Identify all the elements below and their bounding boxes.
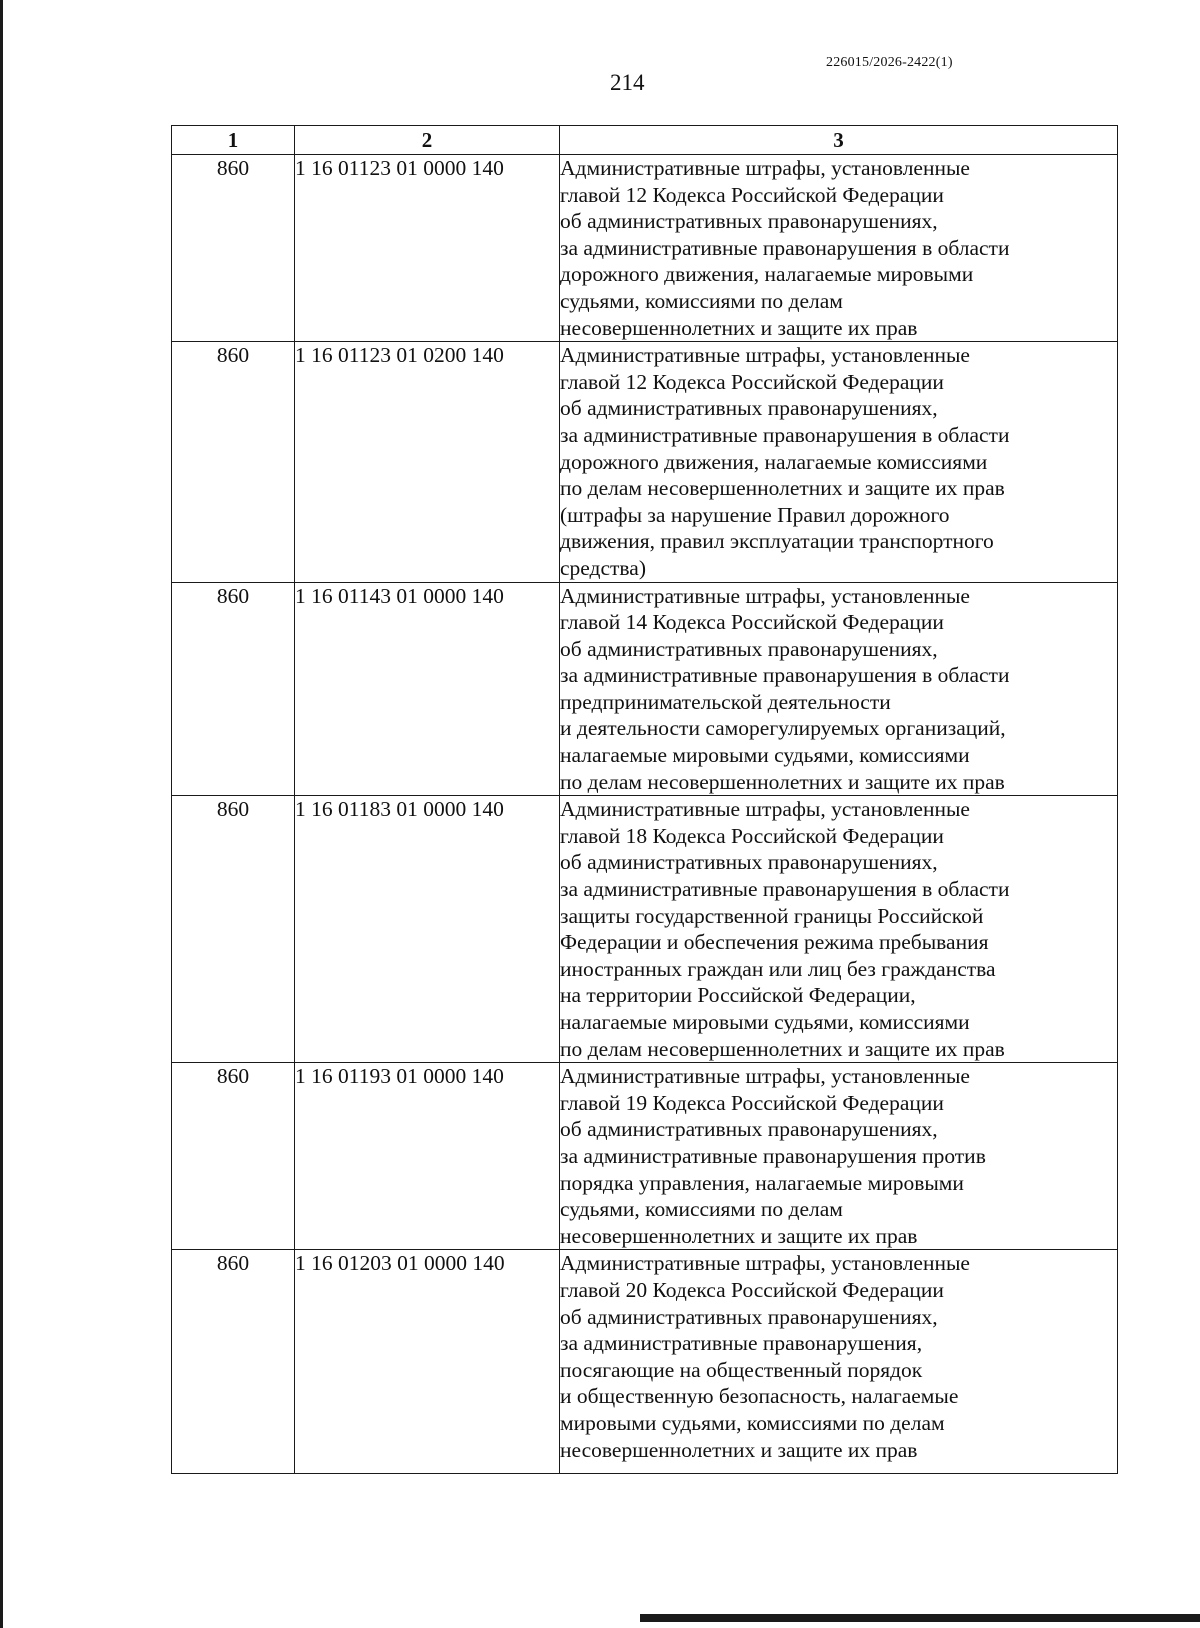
description-line: Административные штрафы, установленные	[560, 343, 970, 368]
description-line: главой 19 Кодекса Российской Федерации	[560, 1090, 944, 1115]
table-row	[172, 342, 1118, 582]
description-line: и общественную безопасность, налагаемые	[560, 1384, 959, 1409]
description-line: налагаемые мировыми судьями, комиссиями	[560, 1010, 970, 1034]
description-line: об административных правонарушениях,	[560, 1304, 938, 1329]
description-line: главой 14 Кодекса Российской Федерации	[560, 610, 944, 635]
description-line: Административные штрафы, установленные	[560, 797, 970, 822]
column-header-3: 3	[560, 126, 1118, 155]
description-line: судьями, комиссиями по делам	[560, 1197, 843, 1222]
description-line: (штрафы за нарушение Правил дорожного	[560, 502, 950, 527]
description-line: Административные штрафы, установленные	[560, 1064, 970, 1089]
description-line: об административных правонарушениях,	[560, 209, 938, 234]
description-line: главой 12 Кодекса Российской Федерации	[560, 369, 944, 394]
description-line: иностранных граждан или лиц без гражданства	[560, 956, 996, 981]
table-row	[172, 1063, 1118, 1250]
description-line: за административные правонарушения против	[560, 1143, 986, 1168]
kbk-code-cell: 1 16 01183 01 0000 140	[295, 796, 560, 1063]
column-header-2: 2	[295, 126, 560, 155]
description-line: за административные правонарушения в области	[560, 235, 1010, 260]
description-line: несовершеннолетних и защите их прав	[560, 1223, 918, 1248]
kbk-code-cell: 1 16 01193 01 0000 140	[295, 1063, 560, 1250]
description-line: за административные правонарушения в области	[560, 422, 1010, 447]
kbk-code-cell: 1 16 01123 01 0200 140	[295, 342, 560, 582]
description-line: мировыми судьями, комиссиями по делам	[560, 1410, 945, 1435]
table-row	[172, 155, 1118, 342]
description-cell	[560, 342, 1118, 582]
kbk-code-cell: 1 16 01203 01 0000 140	[295, 1250, 560, 1474]
description-line: по делам несовершеннолетних и защите их прав	[560, 476, 1005, 501]
description-line: об административных правонарушениях,	[560, 636, 938, 661]
description-line: за административные правонарушения,	[560, 1331, 923, 1356]
document-registration-number: 226015/2026-2422(1)	[826, 55, 953, 70]
table-row	[172, 1250, 1118, 1474]
admin-code-cell: 860	[172, 155, 295, 342]
description-line: за административные правонарушения в области	[560, 663, 1010, 688]
description-line: по делам несовершеннолетних и защите их прав	[560, 769, 1005, 794]
description-cell	[560, 155, 1118, 342]
description-line: на территории Российской Федерации,	[560, 983, 916, 1008]
description-line: судьями, комиссиями по делам	[560, 288, 843, 313]
description-line: несовершеннолетних и защите их прав	[560, 315, 918, 340]
table-header-row	[172, 126, 1118, 155]
description-line: защиты государственной границы Российской	[560, 903, 984, 928]
admin-code-cell: 860	[172, 342, 295, 582]
description-line: главой 20 Кодекса Российской Федерации	[560, 1277, 944, 1302]
description-line: об административных правонарушениях,	[560, 850, 938, 875]
kbk-code-cell: 1 16 01123 01 0000 140	[295, 155, 560, 342]
table-body	[172, 155, 1118, 1474]
table-row	[172, 796, 1118, 1063]
description-line: дорожного движения, налагаемые комиссиями	[560, 449, 988, 474]
scan-bottom-edge	[640, 1614, 1200, 1622]
description-line: за административные правонарушения в области	[560, 877, 1010, 902]
description-line: Административные штрафы, установленные	[560, 583, 970, 608]
description-line: главой 18 Кодекса Российской Федерации	[560, 823, 944, 848]
description-line: главой 12 Кодекса Российской Федерации	[560, 182, 944, 207]
description-cell	[560, 582, 1118, 796]
column-header-1: 1	[172, 126, 295, 155]
description-line: об административных правонарушениях,	[560, 1117, 938, 1142]
description-line: об административных правонарушениях,	[560, 396, 938, 421]
admin-code-cell: 860	[172, 1250, 295, 1474]
admin-code-cell: 860	[172, 796, 295, 1063]
description-line: Административные штрафы, установленные	[560, 156, 970, 180]
description-line: налагаемые мировыми судьями, комиссиями	[560, 743, 970, 768]
table-row	[172, 582, 1118, 796]
description-line: средства)	[560, 555, 646, 580]
admin-code-cell: 860	[172, 582, 295, 796]
scan-left-edge	[0, 0, 3, 1628]
description-line: по делам несовершеннолетних и защите их прав	[560, 1036, 1005, 1061]
page-number: 214	[610, 70, 645, 95]
description-cell	[560, 1250, 1118, 1474]
description-line: движения, правил эксплуатации транспортного	[560, 529, 994, 554]
description-line: дорожного движения, налагаемые мировыми	[560, 262, 974, 287]
description-line: Федерации и обеспечения режима пребывания	[560, 930, 989, 955]
description-line: Административные штрафы, установленные	[560, 1251, 970, 1276]
description-line: предпринимательской деятельности	[560, 689, 891, 714]
description-line: порядка управления, налагаемые мировыми	[560, 1170, 964, 1195]
kbk-code-cell: 1 16 01143 01 0000 140	[295, 582, 560, 796]
admin-code-cell: 860	[172, 1063, 295, 1250]
fee-table	[171, 125, 1118, 1474]
description-line: посягающие на общественный порядок	[560, 1357, 923, 1382]
description-cell	[560, 1063, 1118, 1250]
description-cell	[560, 796, 1118, 1063]
description-line: и деятельности саморегулируемых организаций,	[560, 716, 1006, 741]
description-line: несовершеннолетних и защите их прав	[560, 1437, 918, 1462]
